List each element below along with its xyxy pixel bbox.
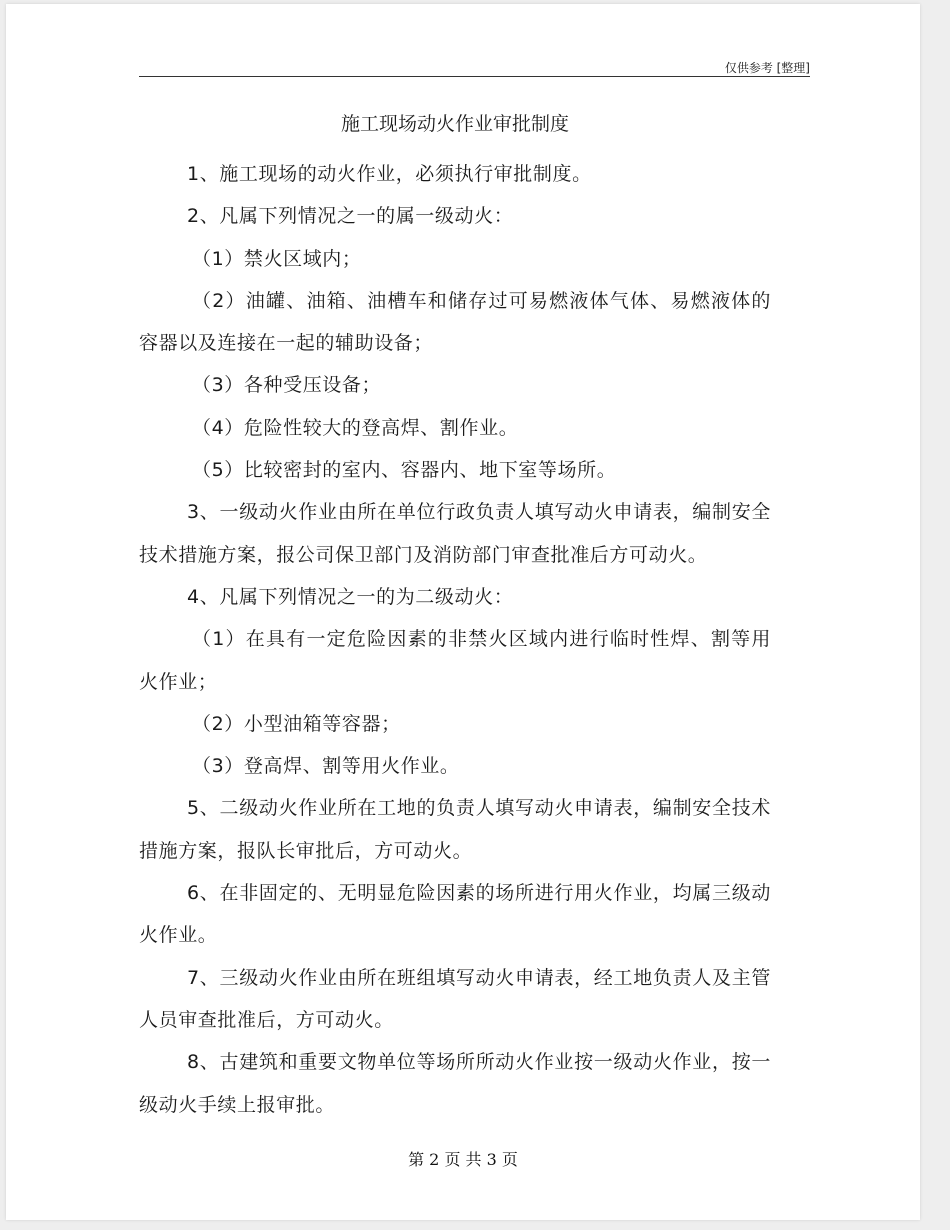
document-title: 施工现场动火作业审批制度 <box>340 113 569 135</box>
clause-paragraph: 1、施工现场的动火作业，必须执行审批制度。 <box>187 163 592 185</box>
clause-paragraph: 5、二级动火作业所在工地的负责人填写动火申请表，编制安全技术措施方案，报队长审批后，方可动火。 <box>139 797 771 862</box>
document-page <box>6 4 920 1220</box>
sub-item-paragraph: （4）危险性较大的登高焊、割作业。 <box>192 416 519 439</box>
paragraph-list <box>139 153 771 1126</box>
clause-paragraph: 4、凡属下列情况之一的为二级动火： <box>187 585 514 608</box>
document-body <box>139 112 771 1126</box>
page-number: 第 2 页 共 3 页 <box>408 1150 518 1169</box>
clause-paragraph: 2、凡属下列情况之一的属一级动火： <box>187 205 514 228</box>
sub-item-paragraph: （1）禁火区域内； <box>192 247 362 270</box>
clause-paragraph: 8、古建筑和重要文物单位等场所所动火作业按一级动火作业，按一级动火手续上报审批。 <box>139 1051 771 1116</box>
clause-paragraph: 6、在非固定的、无明显危险因素的场所进行用火作业，均属三级动火作业。 <box>139 882 771 947</box>
clause-paragraph: 7、三级动火作业由所在班组填写动火申请表，经工地负责人及主管人员审查批准后，方可动火。 <box>139 966 771 1031</box>
clause-paragraph: 3、一级动火作业由所在单位行政负责人填写动火申请表，编制安全技术措施方案，报公司保卫部门及消防部门审查批准后方可动火。 <box>139 501 771 566</box>
sub-item-paragraph: （5）比较密封的室内、容器内、地下室等场所。 <box>192 459 617 482</box>
header-divider <box>139 76 810 77</box>
sub-item-paragraph: （2）油罐、油箱、油槽车和储存过可易燃液体气体、易燃液体的容器以及连接在一起的辅助设备； <box>139 289 771 355</box>
sub-item-paragraph: （2）小型油箱等容器； <box>192 712 401 735</box>
header-note: 仅供参考 [整理] <box>724 61 810 75</box>
sub-item-paragraph: （3）各种受压设备； <box>192 374 382 397</box>
sub-item-paragraph: （1）在具有一定危险因素的非禁火区域内进行临时性焊、割等用火作业； <box>139 628 771 693</box>
sub-item-paragraph: （3）登高焊、割等用火作业。 <box>192 755 460 778</box>
